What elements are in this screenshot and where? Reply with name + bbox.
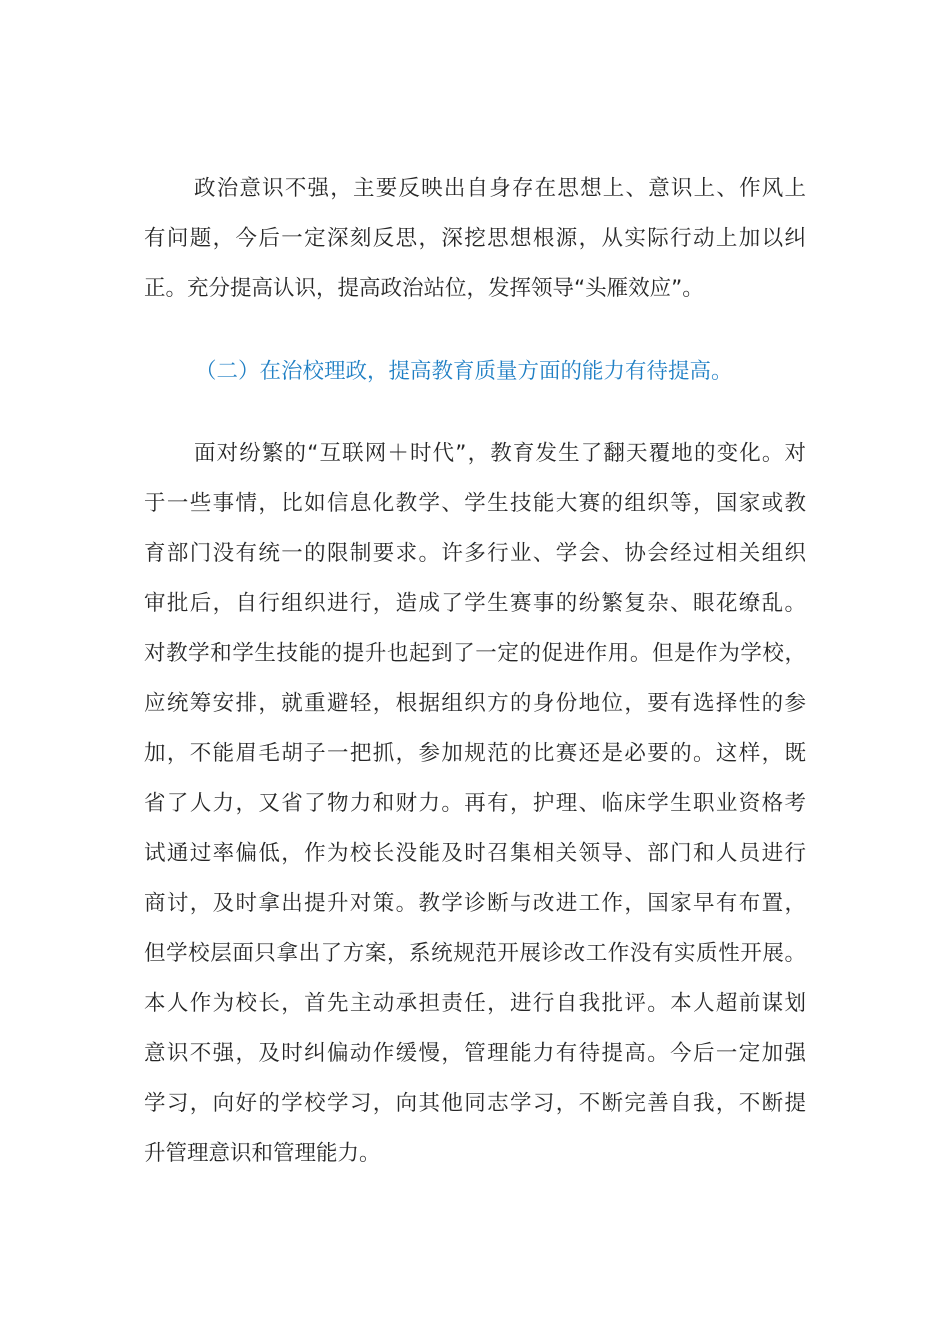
- paragraph-line: 试通过率偏低，作为校长没能及时召集相关领导、部门和人员进行: [144, 841, 806, 866]
- paragraph-line: 省了人力，又省了物力和财力。再有，护理、临床学生职业资格考: [144, 791, 806, 816]
- paragraph-line: 于一些事情，比如信息化教学、学生技能大赛的组织等，国家或教: [144, 491, 806, 516]
- paragraph-line: 有问题，今后一定深刻反思，深挖思想根源，从实际行动上加以纠: [144, 226, 806, 251]
- paragraph-line: 意识不强，及时纠偏动作缓慢，管理能力有待提高。今后一定加强: [144, 1041, 806, 1066]
- paragraph-line: 育部门没有统一的限制要求。许多行业、学会、协会经过相关组织: [144, 541, 806, 566]
- paragraph-line: 正。充分提高认识，提高政治站位，发挥领导“头雁效应”。: [144, 276, 704, 301]
- paragraph-political-awareness: [144, 164, 806, 314]
- paragraph-school-governance: [144, 429, 806, 1179]
- section-heading: （二）在治校理政，提高教育质量方面的能力有待提高。: [195, 359, 733, 384]
- paragraph-line: 审批后，自行组织进行，造成了学生赛事的纷繁复杂、眼花缭乱。: [144, 591, 806, 616]
- paragraph-line: 本人作为校长，首先主动承担责任，进行自我批评。本人超前谋划: [144, 991, 806, 1016]
- paragraph-line: 应统筹安排，就重避轻，根据组织方的身份地位，要有选择性的参: [144, 691, 806, 716]
- paragraph-line: 学习，向好的学校学习，向其他同志学习，不断完善自我，不断提: [144, 1091, 806, 1116]
- paragraph-line: 但学校层面只拿出了方案，系统规范开展诊改工作没有实质性开展。: [144, 941, 806, 966]
- paragraph-line: 对教学和学生技能的提升也起到了一定的促进作用。但是作为学校，: [144, 641, 806, 666]
- paragraph-line: 商讨，及时拿出提升对策。教学诊断与改进工作，国家早有布置，: [144, 891, 806, 916]
- paragraph-line: 升管理意识和管理能力。: [144, 1141, 381, 1166]
- paragraph-line: 面对纷繁的“互联网＋时代”，教育发生了翻天覆地的变化。对: [194, 441, 806, 466]
- paragraph-line: 加，不能眉毛胡子一把抓，参加规范的比赛还是必要的。这样，既: [144, 741, 806, 766]
- paragraph-line: 政治意识不强，主要反映出自身存在思想上、意识上、作风上: [194, 176, 806, 201]
